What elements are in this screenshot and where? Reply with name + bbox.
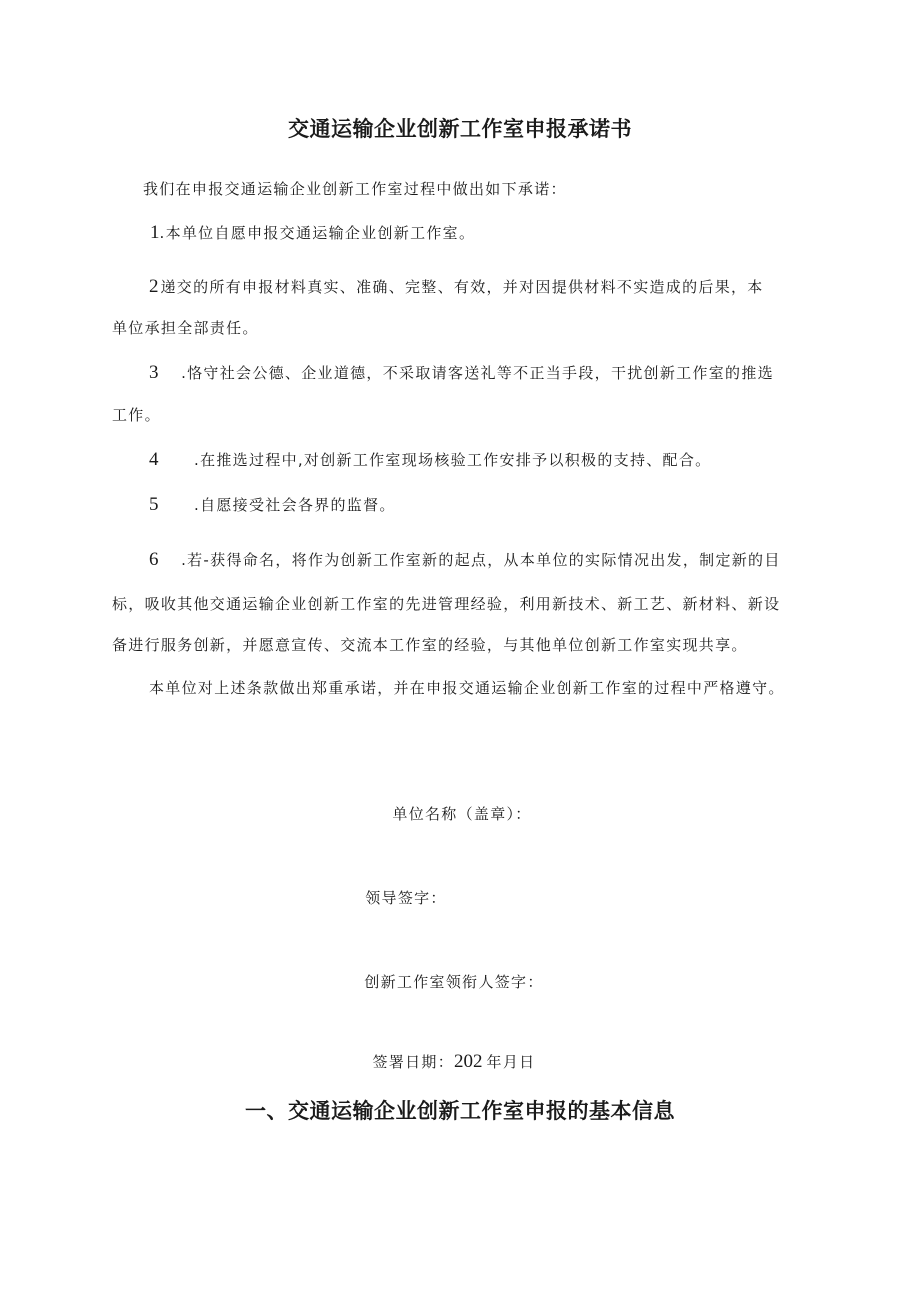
item-number: 2 (149, 276, 159, 297)
item-number: 1 (150, 222, 160, 243)
date-year: 202 (454, 1051, 483, 1072)
document-title: 交通运输企业创新工作室申报承诺书 (288, 117, 632, 141)
item-number: 5 (149, 494, 159, 515)
intro-paragraph: 我们在申报交通运输企业创新工作室过程中做出如下承诺： (143, 180, 567, 198)
date-label: 签署日期： (372, 1053, 455, 1071)
item-number: 6 (149, 549, 159, 570)
commitment-item-6-continued-2: 备进行服务创新，并愿意宣传、交流本工作室的经验，与其他单位创新工作室实现共享。 (112, 636, 748, 654)
item-number: 4 (149, 449, 159, 470)
item-number: 3 (149, 362, 159, 383)
leader-signature-field: 领导签字： (365, 889, 447, 907)
closing-paragraph: 本单位对上述条款做出郑重承诺，并在申报交通运输企业创新工作室的过程中严格遵守。 (149, 679, 785, 697)
item-text: .自愿接受社会各界的监督。 (194, 496, 396, 514)
sign-date-field (0, 1051, 920, 1073)
section-heading: 一、交通运输企业创新工作室申报的基本信息 (245, 1099, 675, 1123)
item-text: .本单位自愿申报交通运输企业创新工作室。 (159, 224, 476, 242)
item-text: 递交的所有申报材料真实、准确、完整、有效，并对因提供材料不实造成的后果，本 (160, 278, 764, 296)
item-text: .若-获得命名，将作为创新工作室新的起点，从本单位的实际情况出发，制定新的目 (175, 551, 781, 569)
commitment-item-4 (149, 449, 711, 471)
commitment-item-3 (149, 362, 774, 384)
date-suffix: 年月日 (486, 1053, 536, 1071)
unit-name-field: 单位名称（盖章）： (392, 805, 532, 823)
commitment-item-2 (149, 276, 764, 298)
studio-head-signature-field: 创新工作室领衔人签字： (364, 973, 544, 991)
commitment-item-3-continued: 工作。 (112, 406, 161, 424)
commitment-item-5 (149, 494, 396, 516)
commitment-item-2-continued: 单位承担全部责任。 (112, 319, 259, 337)
commitment-item-1 (150, 222, 475, 244)
item-text: .在推选过程中,对创新工作室现场核验工作安排予以积极的支持、配合。 (194, 451, 712, 469)
commitment-item-6 (149, 549, 781, 571)
commitment-item-6-continued-1: 标，吸收其他交通运输企业创新工作室的先进管理经验，利用新技术、新工艺、新材料、新设 (112, 595, 781, 613)
item-text: .恪守社会公德、企业道德，不采取请客送礼等不正当手段，干扰创新工作室的推选 (175, 364, 774, 382)
